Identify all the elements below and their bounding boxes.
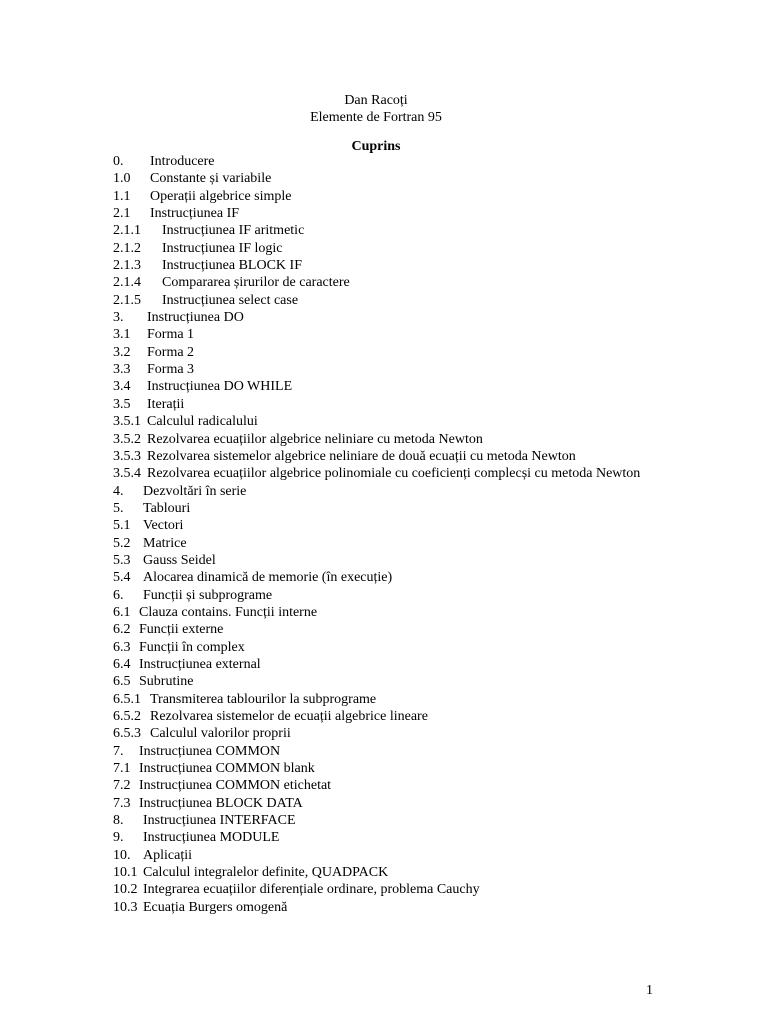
toc-title: Instrucțiunea COMMON etichetat [139,778,332,794]
toc-entry [113,899,653,916]
toc-entry [113,673,653,690]
toc-number: 7. [113,743,124,759]
toc-title: Instrucțiunea IF [150,206,240,222]
toc-number: 6. [113,587,124,603]
toc-title: Instrucțiunea BLOCK DATA [139,795,303,811]
toc-entry [113,326,653,343]
toc-number: 2.1.1 [113,223,141,239]
toc-number: 6.3 [113,639,131,655]
toc-entry [113,760,653,777]
toc-title: Forma 1 [147,327,195,343]
toc-number: 3.5 [113,396,131,412]
toc-number: 0. [113,154,124,169]
toc-number: 2.1.2 [113,240,141,256]
toc-number: 2.1.5 [113,292,141,308]
toc-entry [113,535,653,552]
toc-number: 7.3 [113,795,131,811]
toc-number: 3.3 [113,362,131,378]
toc-title: Matrice [143,535,187,551]
toc-entry [113,153,653,170]
toc-entry [113,500,653,517]
toc-entry [113,344,653,361]
toc-title: Introducere [150,154,215,169]
toc-number: 10. [113,847,131,863]
toc-number: 10.2 [113,882,138,898]
toc-title: Integrarea ecuațiilor diferențiale ordinare, problema Cauchy [143,882,480,898]
toc-entry [113,795,653,812]
toc-entry [113,222,653,239]
toc-entry [113,864,653,881]
toc-entry [113,517,653,534]
toc-title: Compararea șirurilor de caractere [162,275,350,291]
toc-title: Transmiterea tablourilor la subprograme [150,691,377,707]
toc-number: 3.5.4 [113,466,141,482]
toc-title: Instrucțiunea INTERFACE [143,813,296,829]
toc-number: 6.5.1 [113,691,141,707]
toc-number: 1.0 [113,171,131,187]
toc-title: Funcții în complex [139,639,245,655]
toc-entry [113,812,653,829]
toc-title: Rezolvarea sistemelor de ecuații algebrice lineare [150,709,428,724]
toc-title: Rezolvarea sistemelor algebrice neliniare de două ecuații cu metoda Newton [147,448,576,464]
toc-entry [113,725,653,742]
contents-heading: Cuprins [351,139,401,154]
toc-number: 6.2 [113,622,131,638]
toc-entry [113,881,653,898]
toc-title: Funcții externe [139,622,224,638]
toc-entry [113,274,653,291]
toc-entry [113,240,653,257]
toc-title: Funcții și subprograme [143,587,273,603]
toc-number: 6.5.2 [113,709,141,724]
toc-entry [113,170,653,187]
toc-number: 7.2 [113,778,131,794]
toc-title: Alocarea dinamică de memorie (în execuție) [143,570,393,586]
toc-entry [113,465,653,482]
toc-title: Subrutine [139,674,194,690]
toc-title: Aplicații [143,847,192,863]
toc-number: 3.1 [113,327,131,343]
toc-title: Rezolvarea ecuațiilor algebrice neliniare cu metoda Newton [147,431,483,447]
toc-number: 5.4 [113,570,131,586]
toc-title: Forma 3 [147,362,195,378]
toc-number: 8. [113,813,124,829]
toc-entry [113,708,653,725]
toc-entry [113,205,653,222]
toc-entry [113,604,653,621]
toc-title: Instrucțiunea select case [162,292,299,308]
toc-number: 2.1 [113,206,131,222]
toc-number: 6.5 [113,674,131,690]
toc-entry [113,656,653,673]
toc-number: 5.2 [113,535,131,551]
toc-entry [113,621,653,638]
toc-title: Instrucțiunea BLOCK IF [162,258,302,274]
toc-title: Rezolvarea ecuațiilor algebrice polinomiale cu coeficienți complecși cu metoda Newton [147,466,641,482]
toc-entry [113,448,653,465]
toc-entry [113,569,653,586]
toc-title: Ecuația Burgers omogenă [143,899,288,915]
toc-title: Instrucțiunea IF logic [162,240,283,256]
toc-title: Tablouri [143,500,191,516]
toc-title: Calculul radicalului [147,414,258,430]
toc-title: Instrucțiunea COMMON [139,743,281,759]
toc-number: 6.5.3 [113,726,141,742]
toc-title: Operații algebrice simple [150,188,292,204]
toc-entry [113,483,653,500]
toc-number: 9. [113,830,124,846]
toc-title: Instrucțiunea MODULE [143,830,280,846]
toc-number: 10.3 [113,899,138,915]
toc-number: 5. [113,500,124,516]
author-name: Dan Racoți [344,93,408,108]
toc-title: Gauss Seidel [143,552,216,568]
toc-number: 7.1 [113,761,131,777]
toc-title: Instrucțiunea COMMON blank [139,761,315,777]
toc-entry [113,691,653,708]
toc-title: Instrucțiunea IF aritmetic [162,223,305,239]
toc-entry [113,847,653,864]
toc-title: Instrucțiunea DO WHILE [147,379,293,395]
toc-number: 1.1 [113,188,131,204]
toc-number: 3.2 [113,344,131,360]
toc-title: Vectori [143,518,184,534]
toc-number: 3.4 [113,379,131,395]
toc-number: 10.1 [113,865,138,881]
toc-number: 6.1 [113,604,131,620]
toc-title: Dezvoltări în serie [143,483,247,499]
toc-entry [113,292,653,309]
toc-entry [113,829,653,846]
toc-title: Iterații [147,396,185,412]
toc-entry [113,587,653,604]
toc-title: Clauza contains. Funcții interne [139,604,318,620]
book-title: Elemente de Fortran 95 [310,110,442,125]
toc-title: Instrucțiunea DO [147,310,244,326]
toc-number: 2.1.4 [113,275,141,291]
toc-entry [113,257,653,274]
toc-entry [113,413,653,430]
toc-number: 5.1 [113,518,131,534]
toc-entry [113,552,653,569]
toc-entry [113,309,653,326]
toc-number: 5.3 [113,552,131,568]
toc-entry [113,431,653,448]
toc-entry [113,743,653,760]
toc-number: 3.5.2 [113,431,141,447]
toc-entry [113,188,653,205]
toc-entry [113,378,653,395]
toc-number: 3.5.1 [113,414,141,430]
toc-entry [113,396,653,413]
page-number: 1 [646,983,653,998]
toc-number: 6.4 [113,656,131,672]
toc-number: 3. [113,310,124,326]
toc-title: Constante și variabile [150,171,272,187]
table-of-contents [113,153,653,916]
toc-title: Calculul valorilor proprii [150,726,291,742]
toc-title: Instrucțiunea external [139,656,261,672]
toc-title: Calculul integralelor definite, QUADPACK [143,865,389,881]
toc-entry [113,777,653,794]
toc-number: 4. [113,483,124,499]
toc-entry [113,361,653,378]
toc-number: 3.5.3 [113,448,141,464]
toc-number: 2.1.3 [113,258,141,274]
toc-title: Forma 2 [147,344,195,360]
toc-entry [113,639,653,656]
